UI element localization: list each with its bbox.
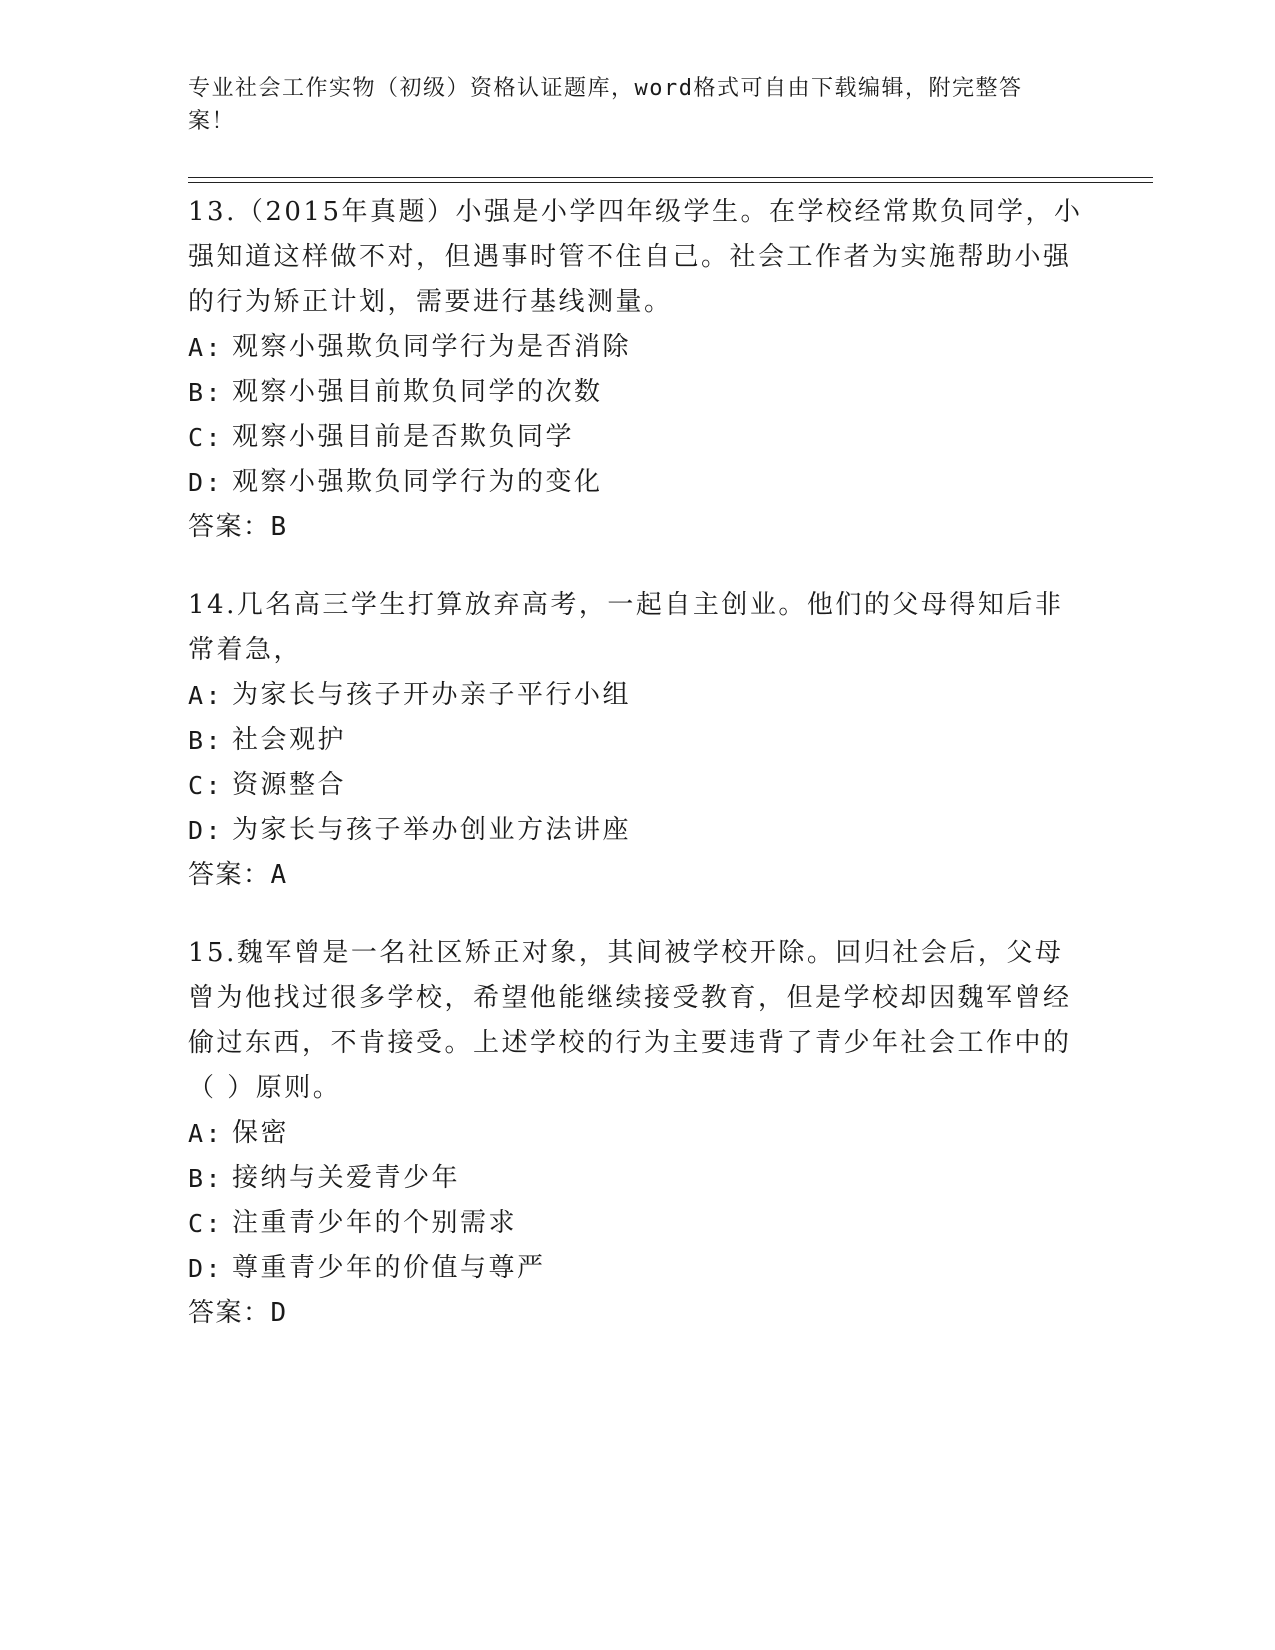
answer-line bbox=[188, 853, 1088, 898]
option-text: 观察小强目前欺负同学的次数 bbox=[232, 377, 603, 407]
option-a bbox=[188, 1111, 1088, 1156]
question-list bbox=[188, 190, 1088, 1369]
answer-label: 答案： bbox=[188, 512, 271, 542]
option-text: 资源整合 bbox=[232, 770, 347, 800]
option-key: A: bbox=[188, 333, 224, 362]
question-15 bbox=[188, 931, 1088, 1336]
document-header: 专业社会工作实物（初级）资格认证题库，word格式可自由下载编辑，附完整答案！ bbox=[188, 76, 1023, 134]
option-key: B: bbox=[188, 726, 224, 755]
option-b bbox=[188, 1156, 1088, 1201]
header-divider-bottom bbox=[188, 182, 1153, 183]
option-key: D: bbox=[188, 468, 224, 497]
option-c bbox=[188, 1201, 1088, 1246]
question-text: 15.魏军曾是一名社区矫正对象，其间被学校开除。回归社会后，父母曾为他找过很多学校，希望他能继续接受教育，但是学校却因魏军曾经偷过东西，不肯接受。上述学校的行为主要违背了青少年社会工作中的（ ）原则。 bbox=[188, 938, 1072, 1103]
option-text: 观察小强欺负同学行为是否消除 bbox=[232, 332, 632, 362]
option-text: 接纳与关爱青少年 bbox=[232, 1163, 461, 1193]
answer-value: A bbox=[270, 860, 288, 890]
option-text: 尊重青少年的价值与尊严 bbox=[232, 1253, 546, 1283]
option-d bbox=[188, 460, 1088, 505]
option-a bbox=[188, 325, 1088, 370]
option-text: 社会观护 bbox=[232, 725, 347, 755]
question-text: 13.（2015年真题）小强是小学四年级学生。在学校经常欺负同学，小强知道这样做不对，但遇事时管不住自己。社会工作者为实施帮助小强的行为矫正计划，需要进行基线测量。 bbox=[188, 197, 1083, 317]
option-d bbox=[188, 1246, 1088, 1291]
option-text: 为家长与孩子举办创业方法讲座 bbox=[232, 815, 632, 845]
option-key: D: bbox=[188, 1254, 224, 1283]
option-text: 观察小强欺负同学行为的变化 bbox=[232, 467, 603, 497]
question-14 bbox=[188, 583, 1088, 898]
option-key: C: bbox=[188, 771, 224, 800]
option-key: C: bbox=[188, 1209, 224, 1238]
question-13 bbox=[188, 190, 1088, 550]
option-a bbox=[188, 673, 1088, 718]
option-key: A: bbox=[188, 681, 224, 710]
option-c bbox=[188, 763, 1088, 808]
answer-label: 答案： bbox=[188, 860, 271, 890]
option-b bbox=[188, 370, 1088, 415]
option-text: 保密 bbox=[232, 1118, 290, 1148]
answer-value: B bbox=[270, 512, 288, 542]
answer-value: D bbox=[270, 1298, 288, 1328]
option-key: B: bbox=[188, 378, 224, 407]
option-b bbox=[188, 718, 1088, 763]
option-key: C: bbox=[188, 423, 224, 452]
question-text: 14.几名高三学生打算放弃高考，一起自主创业。他们的父母得知后非常着急， bbox=[188, 590, 1064, 665]
option-key: B: bbox=[188, 1164, 224, 1193]
option-key: A: bbox=[188, 1119, 224, 1148]
option-key: D: bbox=[188, 816, 224, 845]
option-text: 注重青少年的个别需求 bbox=[232, 1208, 518, 1238]
option-c bbox=[188, 415, 1088, 460]
option-text: 为家长与孩子开办亲子平行小组 bbox=[232, 680, 632, 710]
answer-line bbox=[188, 1291, 1088, 1336]
option-text: 观察小强目前是否欺负同学 bbox=[232, 422, 575, 452]
header-divider-top bbox=[188, 177, 1153, 178]
option-d bbox=[188, 808, 1088, 853]
answer-label: 答案： bbox=[188, 1298, 271, 1328]
answer-line bbox=[188, 505, 1088, 550]
